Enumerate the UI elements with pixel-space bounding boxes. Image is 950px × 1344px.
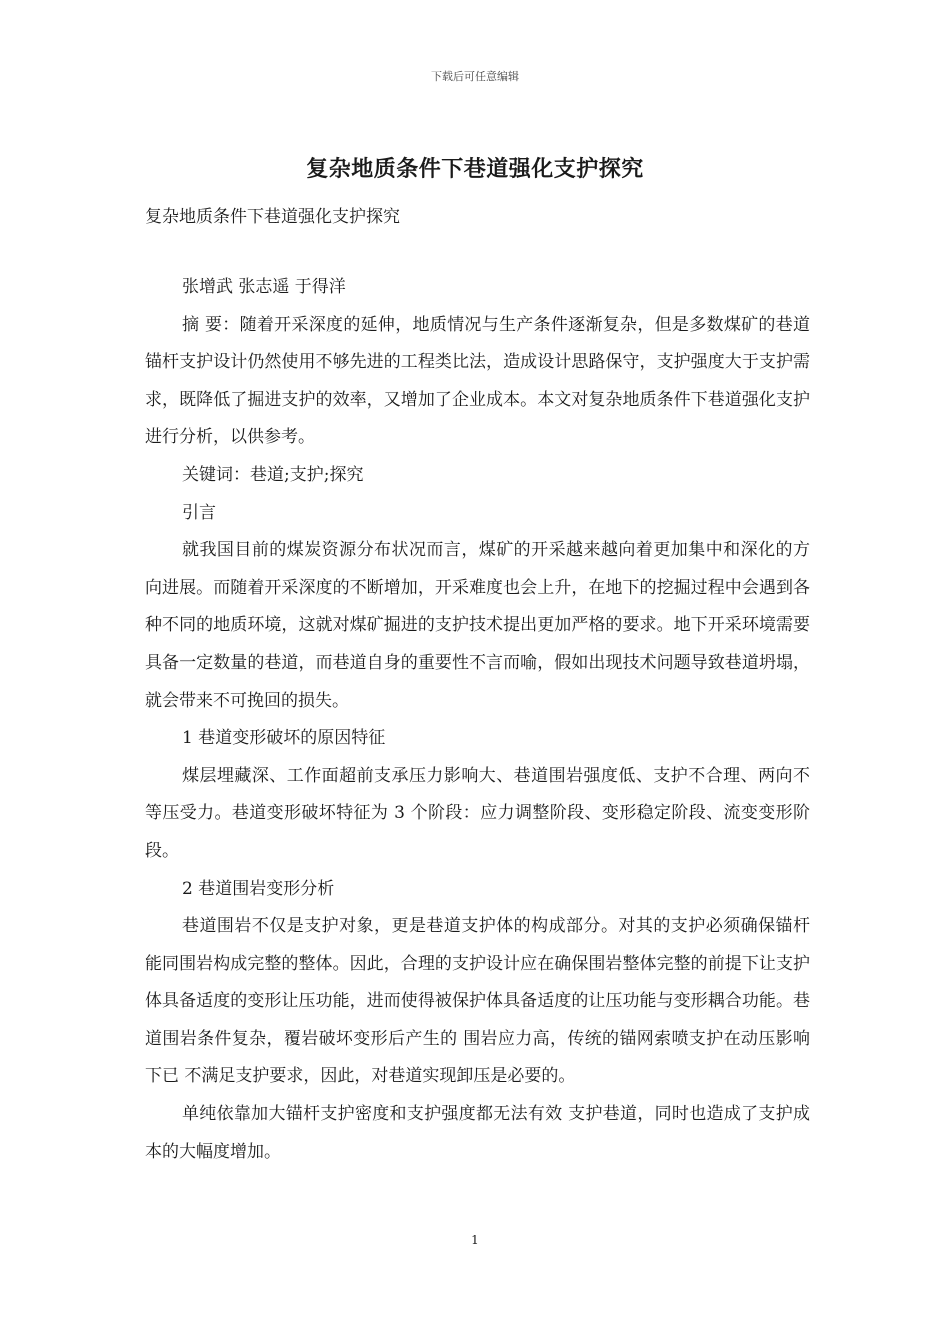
intro-paragraph: 就我国目前的煤炭资源分布状况而言，煤矿的开采越来越向着更加集中和深化的方向进展。而随着开采深度的不断增加，开采难度也会上升，在地下的挖掘过程中会遇到各种不同的地质环境，这就对煤矿掘进的支护技术提出更加严格的要求。地下开采环境需要具备一定数量的巷道，而巷道自身的重要性不言而喻，假如出现技术问题导致巷道坍塌，就会带来不可挽回的损失。 <box>145 540 810 711</box>
document-body <box>145 269 810 1171</box>
authors: 张增武 张志遥 于得洋 <box>182 277 346 297</box>
document-title: 复杂地质条件下巷道强化支护探究 <box>306 156 644 182</box>
section-2-paragraph: 巷道围岩不仅是支护对象，更是巷道支护体的构成部分。对其的支护必须确保锚杆能同围岩构成完整的整体。因此，合理的支护设计应在确保围岩整体完整的前提下让支护体具备适度的变形让压功能，进而使得被保护体具备适度的让压功能与变形耦合功能。巷道围岩条件复杂，覆岩破坏变形后产生的 围岩应力高，传统的锚网索喷支护在动压影响下已 不满足支护要求，因此，对巷道实现卸压是必要的。 <box>145 916 810 1087</box>
keywords: 关键词：巷道;支护;探究 <box>182 464 364 485</box>
page-number: 1 <box>471 1233 479 1247</box>
section-1-heading: 1 巷道变形破坏的原因特征 <box>182 728 386 749</box>
header-note: 下载后可任意编辑 <box>431 70 519 83</box>
section-2-heading: 2 巷道围岩变形分析 <box>182 878 335 899</box>
section-2-paragraph-2: 单纯依靠加大锚杆支护密度和支护强度都无法有效 支护巷道，同时也造成了支护成本的大幅度增加。 <box>145 1104 810 1162</box>
abstract-paragraph: 摘 要：随着开采深度的延伸，地质情况与生产条件逐渐复杂，但是多数煤矿的巷道锚杆支护设计仍然使用不够先进的工程类比法，造成设计思路保守，支护强度大于支护需求，既降低了掘进支护的效率，又增加了企业成本。本文对复杂地质条件下巷道强化支护进行分析，以供参考。 <box>145 314 810 448</box>
section-1-paragraph: 煤层埋藏深、工作面超前支承压力影响大、巷道围岩强度低、支护不合理、两向不等压受力。巷道变形破坏特征为 3 个阶段：应力调整阶段、变形稳定阶段、流变变形阶段。 <box>145 765 810 861</box>
intro-heading: 引言 <box>182 502 216 523</box>
document-subtitle: 复杂地质条件下巷道强化支护探究 <box>145 207 400 227</box>
